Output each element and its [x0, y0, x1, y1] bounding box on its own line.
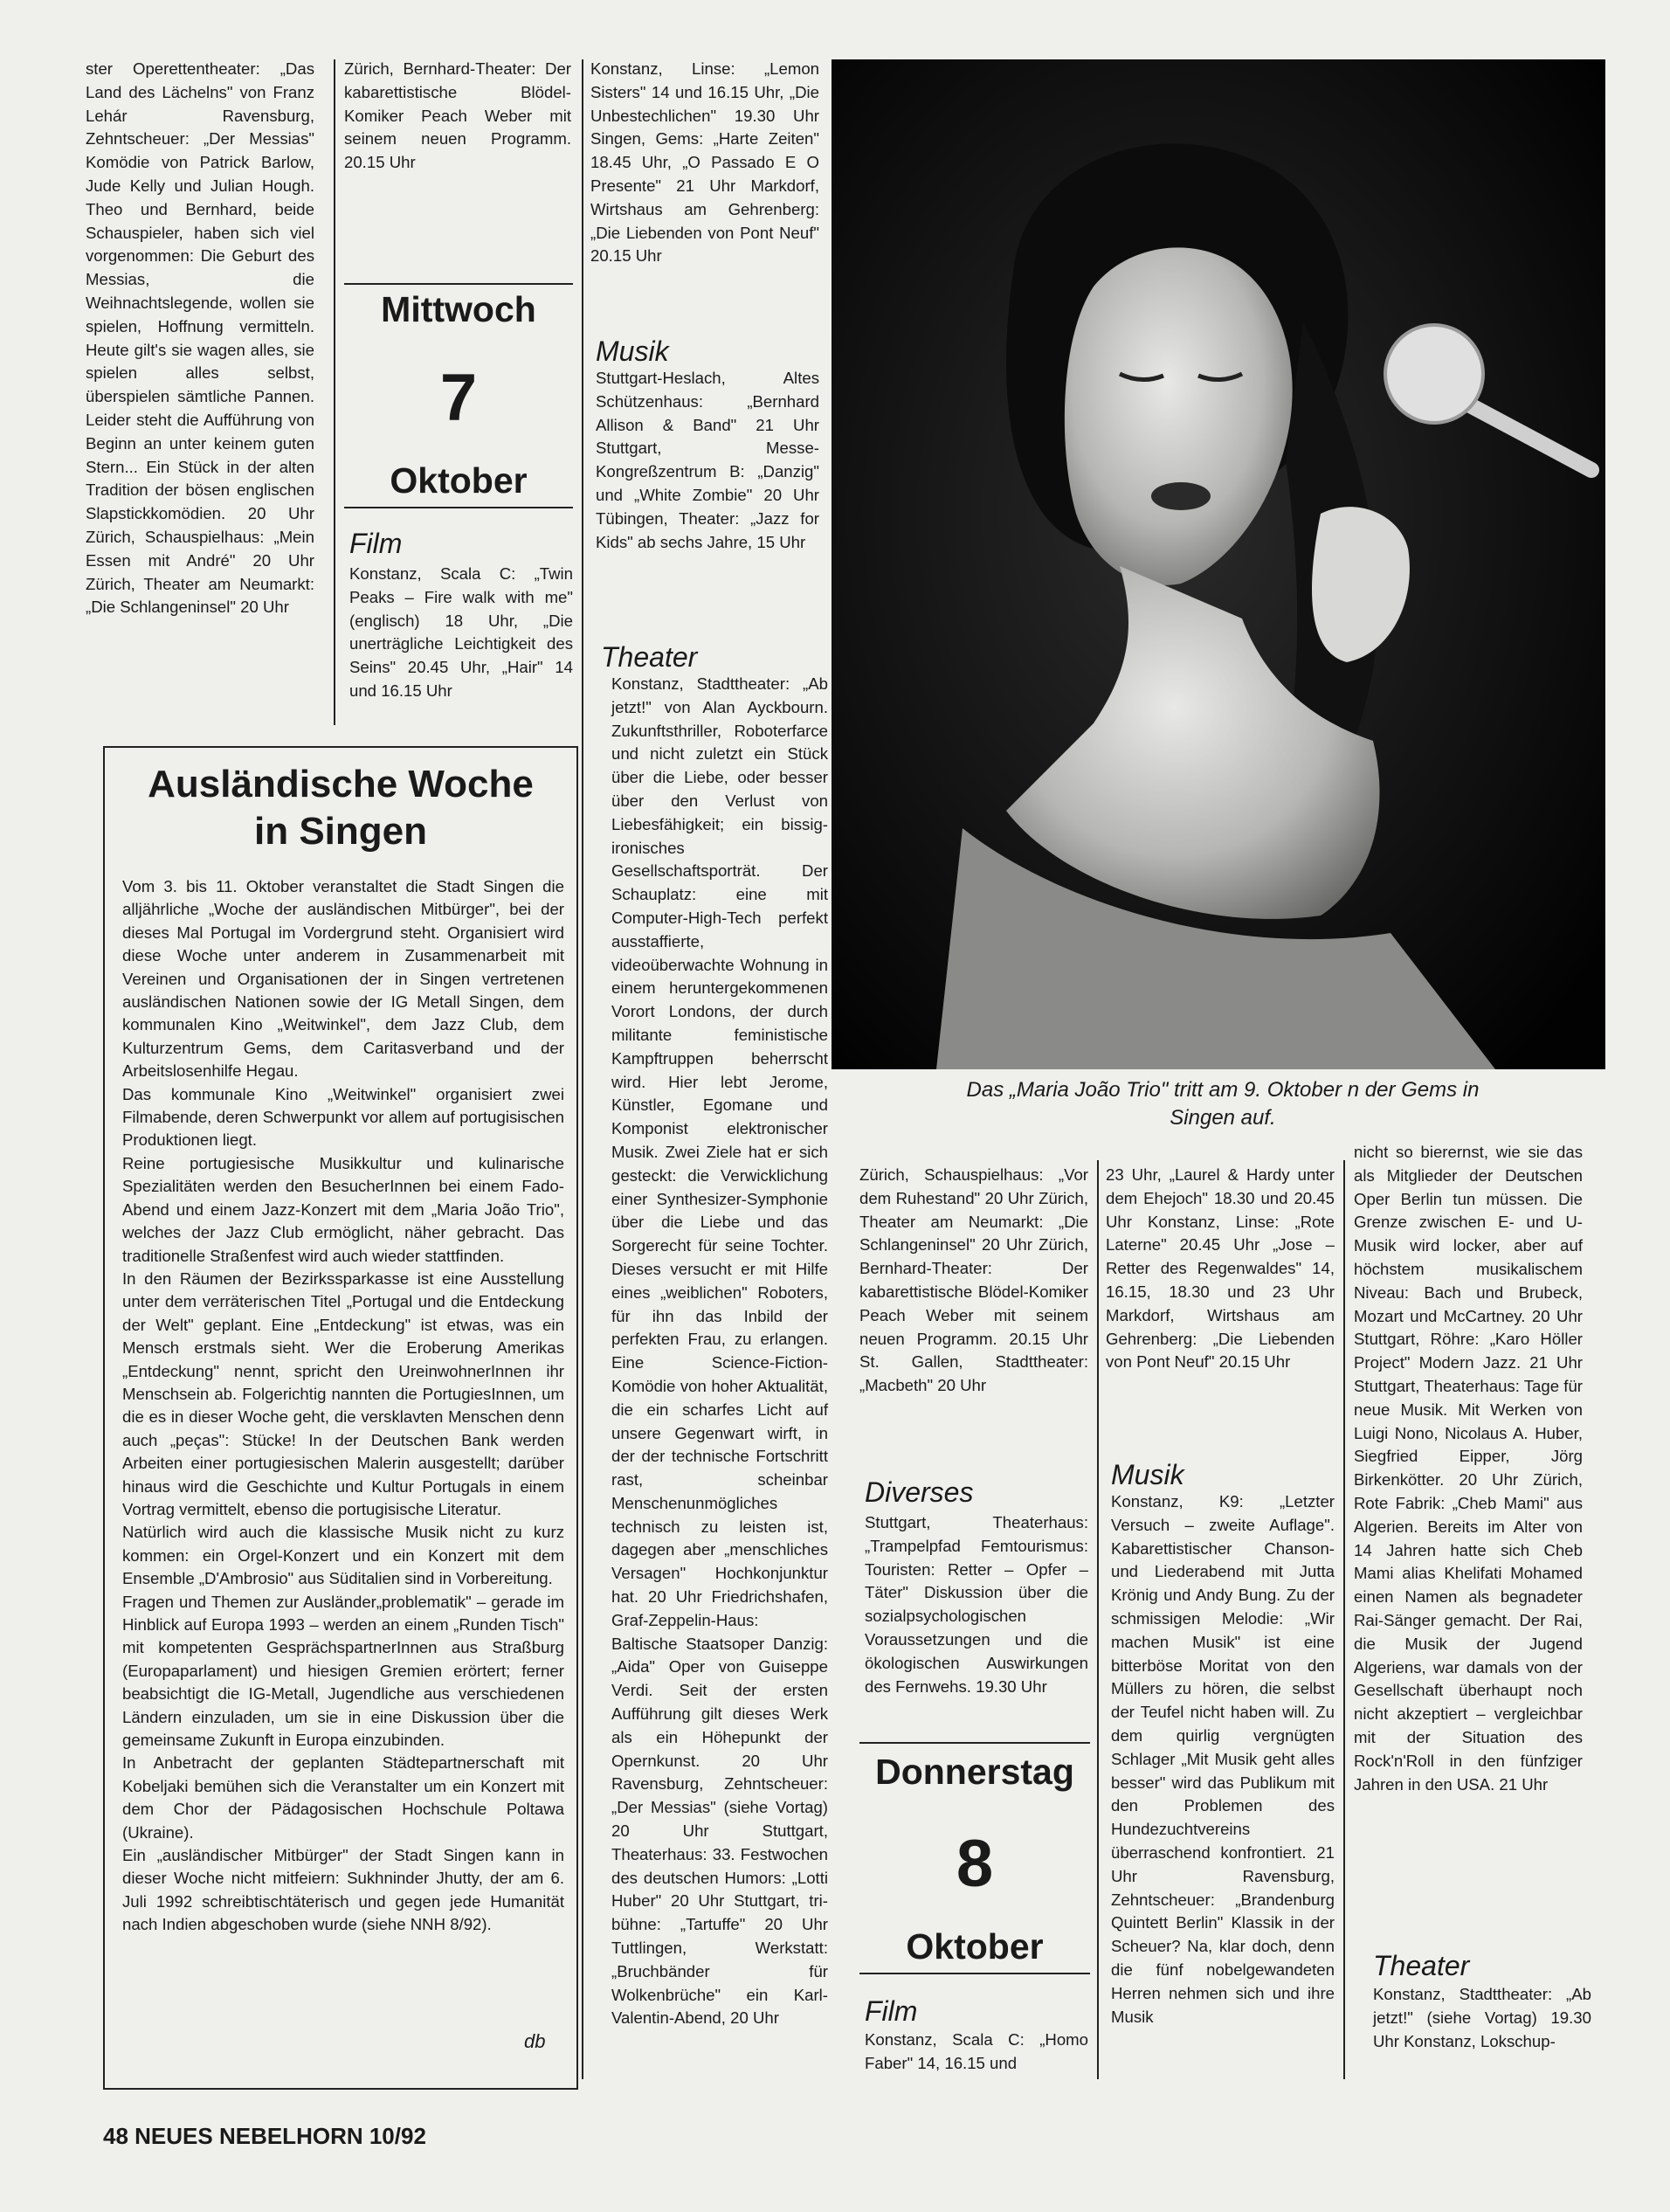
wednesday-day-heading: Mittwoch: [381, 289, 536, 329]
musik-section-heading-thursday: Musik: [1111, 1459, 1184, 1490]
article-paragraph: Das kommunale Kino „Weitwinkel" organisiert zwei Filmabende, deren Schwerpunkt vor allem auf portugisischen Produktionen liegt.: [122, 1084, 564, 1150]
article-signature: db: [524, 2030, 546, 2052]
article-body: [122, 875, 564, 2076]
film-listings-thursday: Konstanz, Scala C: „Homo Faber" 14, 16.15 und: [865, 2030, 1088, 2072]
column-divider: [582, 59, 583, 2079]
film-section-heading: Film: [349, 528, 403, 559]
page-footer: 48 NEUES NEBELHORN 10/92: [103, 2123, 426, 2149]
thursday-month-heading: Oktober: [906, 1926, 1044, 1967]
article-paragraph: Vom 3. bis 11. Oktober veranstaltet die Stadt Singen die alljährliche „Woche der ausländischen Mitbürger", bei der dieses Mal Portugal im Vordergrund steht. Organisiert wird diese Woche unter anderem in Zusammenarbeit mit Vereinen und Organisationen der in Singen vertretenen ausländischen Nationen sowie der IG Metall Singen, dem kommunalen Kino „Weitwinkel", dem Jazz Club, dem Kulturzentrum Gems, dem Caritasverband und der Arbeitslosenhilfe Hegau.: [122, 877, 564, 1081]
singer-illustration: [832, 59, 1605, 1069]
article-paragraph: In den Räumen der Bezirkssparkasse ist eine Ausstellung unter dem verräterischen Titel „Portugal und die Entdeckung der Welt" geplant. Eine „Entdeckung" ist etwas, was ein Mensch erstmals sieht. Wer die Eroberung Amerikas „Entdeckung" nennt, spricht den UreinwohnerInnen ihr Menschsein ab. Folgerichtig nannten die PortugiesInnen, um die es in dieser Woche geht, die versklavten Menschen denn auch „peças": Stücke! In der Deutschen Bank werden Arbeiten einer portugiesischen Malerin ausgestellt; darüber hinaus wird die Geschichte und Kultur Portugals in einem Vortrag vermittelt, ebenso die portugisische Literatur.: [122, 1268, 564, 1518]
thursday-top-rule: [859, 1742, 1090, 1744]
diverses-section-heading: Diverses: [865, 1476, 974, 1508]
photo-caption: Das „Maria João Trio" tritt am 9. Oktober n der Gems in Singen auf.: [966, 1078, 1480, 1130]
thursday-day-heading: Donnerstag: [875, 1752, 1074, 1792]
wednesday-top-rule: [344, 283, 573, 285]
musik-section-heading: Musik: [596, 335, 669, 367]
article-paragraph: Ein „ausländischer Mitbürger" der Stadt Singen kann in dieser Woche nicht mitfeiern: Sukhninder Jhutty, der am 6. Juli 1992 schreibtischtäterisch und gegen jede Humanität nach Indien abgeschoben wurde (siehe NNH 8/92).: [122, 1846, 564, 1934]
musik-listings-thursday: Konstanz, K9: „Letzter Versuch – zweite Auflage". Kabarettistischer Chanson- und Liederabend mit Jutta Krönig und Andy Bung. Zu der schmissigen Melodie: „Wir machen Musik" ist eine bitterböse Moritat von den Müllers zu hören, die selbst der Teufel nicht haben will. Zu dem quirlig vergnügten Schlager „Mit Musik geht alles besser" wird das Publikum mit den Problemen des Hundezuchtvereins überraschend konfrontiert. 21 Uhr Ravensburg, Zehntscheuer: „Brandenburg Quintett Berlin" Klassik in der Scheuer? Na, klar doch, denn die fünf nobelgewandeten Herren nehmen sich und ihre Musik: [1111, 1492, 1335, 2026]
diverses-listings: Stuttgart, Theaterhaus: „Trampelpfad Femtourismus: Touristen: Retter – Opfer – Täter" Diskussion über die sozialpsychologischen Voraussetzungen und die ökologischen Auswirkungen des Fernwehs. 19.30 Uhr: [865, 1513, 1088, 1696]
wednesday-date-number: 7: [439, 361, 478, 435]
article-paragraph: In Anbetracht der geplanten Städtepartnerschaft mit Kobeljaki bemühen sich die Veranstalter um ein Konzert mit dem Chor der Pädagosischen Hochschule Poltawa (Ukraine).: [122, 1753, 564, 1842]
musik-listings: Stuttgart-Heslach, Altes Schützenhaus: „Bernhard Allison & Band" 21 Uhr Stuttgart, Messe-Kongreßzentrum B: „Danzig" und „White Zombie" 20 Uhr Tübingen, Theater: „Jazz for Kids" ab sechs Jahre, 15 Uhr: [596, 369, 819, 551]
theater-listings-thursday: Konstanz, Stadttheater: „Ab jetzt!" (siehe Vortag) 19.30 Uhr Konstanz, Lokschup-: [1373, 1985, 1591, 2050]
article-paragraph: Natürlich wird auch die klassische Musik nicht zu kurz kommen: ein Orgel-Konzert und ein Konzert mit dem Ensemble „D'Ambrosio" aus Süditalien sind in Vorbereitung.: [122, 1523, 564, 1588]
article-paragraph: Reine portugiesische Musikkultur und kulinarische Spezialitäten werden den BesucherInnen bei einem Fado-Abend und einem Jazz-Konzert mit dem „Maria João Trio", welches der Jazz Club ermöglicht, näher gebracht. Das traditionelle Straßenfest wird auch wieder stattfinden.: [122, 1153, 564, 1265]
column-3-film-listings: Konstanz, Linse: „Lemon Sisters" 14 und 16.15 Uhr, „Die Unbestechlichen" 19.30 Uhr Singen, Gems: „Harte Zeiten" 18.45 Uhr, „O Passado E O Presente" 21 Uhr Markdorf, Wirtshaus am Gehrenberg: „Die Liebenden von Pont Neuf" 20.15 Uhr: [590, 59, 819, 266]
thursday-date-number: 8: [956, 1827, 994, 1901]
column-1-listings: ster Operettentheater: „Das Land des Lächelns" von Franz Lehár Ravensburg, Zehntscheuer: „Der Messias" Komödie von Patrick Barlow, Jude Kelly und Julian Hough. Theo und Bernhard, beide Schauspieler, haben sich viel vorgenommen: Die Geburt des Messias, die Weihnachtslegende, wollen sie spielen, Hoffnung vermitteln. Heute gilt's sie wagen alles, sie spielen alles selbst, überspielen sämtliche Pannen. Leider steht die Aufführung von Beginn an unter keinem guten Stern... Ein Stück in der alten Tradition der bösen englischen Slapstickkomödien. 20 Uhr Zürich, Schauspielhaus: „Mein Essen mit André" 20 Uhr Zürich, Theater am Neumarkt: „Die Schlangeninsel" 20 Uhr: [86, 59, 314, 617]
article-title-line-2: in Singen: [254, 810, 427, 853]
wednesday-bottom-rule: [344, 507, 573, 508]
column-divider: [1097, 1160, 1099, 2079]
column-5-listings: 23 Uhr, „Laurel & Hardy unter dem Ehejoch" 18.30 und 20.45 Uhr Konstanz, Linse: „Rote Laterne" 20.45 Uhr „Jose – Retter des Regenwaldes" 14, 16.15, 18.30 und 23 Uhr Markdorf, Wirtshaus am Gehrenberg: „Die Liebenden von Pont Neuf" 20.15 Uhr: [1106, 1165, 1335, 1372]
concert-photo: [832, 59, 1605, 1069]
wednesday-month-heading: Oktober: [390, 460, 528, 501]
article-title-line-1: Ausländische Woche: [148, 763, 534, 805]
column-divider: [1343, 1160, 1345, 2079]
thursday-bottom-rule: [859, 1973, 1090, 1974]
theater-listings: Konstanz, Stadttheater: „Ab jetzt!" von Alan Ayckbourn. Zukunftsthriller, Roboterfarce und nicht zuletzt ein Stück über die Liebe, oder besser über den Verlust von Liebesfähigkeit; ein bissig-ironisches Gesellschaftsporträt. Der Schauplatz: eine mit Computer-High-Tech perfekt ausstaffierte, videoüberwachte Wohnung in einem heruntergekommenen Vorort Londons, der durch militante feministische Kampftruppen beherrscht wird. Hier lebt Jerome, Künstler, Egomane und Komponist elektronischer Musik. Zwei Ziele hat er sich gesteckt: die Verwicklichung einer Synthesizer-Symphonie über die Liebe und das Sorgerecht für seine Tochter. Dieses versucht er mit Hilfe eines „weiblichen" Roboters, für ihn das Inbild der perfekten Frau, zu erlangen. Eine Science-Fiction-Komödie von hoher Aktualität, die ein scharfes Licht auf unsere Gegenwart wirft, in der der technische Fortschritt rast, scheinbar Menschenunmögliches technisch zu leisten ist, dagegen aber „menschliches Versagen" Hochkonjunktur hat. 20 Uhr Friedrichshafen, Graf-Zeppelin-Haus: Baltische Staatsoper Danzig: „Aida" Oper von Guiseppe Verdi. Seit der ersten Aufführung gilt dieses Werk als ein Höhepunkt der Opernkunst. 20 Uhr Ravensburg, Zehntscheuer: „Der Messias" (siehe Vortag) 20 Uhr Stuttgart, Theaterhaus: 33. Festwochen des deutschen Humors: „Lotti Huber" 20 Uhr Stuttgart, tri-bühne: „Tartuffe" 20 Uhr Tuttlingen, Werkstatt: „Bruchbänder für Wolkenbrüche" ein Karl-Valentin-Abend, 20 Uhr: [611, 674, 828, 2028]
column-2-top-listing: Zürich, Bernhard-Theater: Der kabarettistische Blödel-Komiker Peach Weber mit seinem neuen Programm. 20.15 Uhr: [344, 59, 571, 172]
article-paragraph: Fragen und Themen zur Ausländer„problematik" – gerade im Hinblick auf Europa 1993 – werden an einem „Runden Tisch" mit kompetenten GesprächspartnerInnen aus Straßburg (Europaparlament) und hiesigen Gremien erörtert; ferner beabsichtigt die IG-Metall, Jugendliche aus verschiedenen Ländern einzuladen, um sie in eine Diskussion über die gemeinsame Zukunft in Europa einzubinden.: [122, 1592, 564, 1750]
column-divider: [334, 59, 335, 725]
column-6-listings: nicht so bierernst, wie sie das als Mitglieder der Deutschen Oper Berlin tun müssen. Die Grenze zwischen E- und U-Musik wird locker, aber auf höchstem musikalischem Niveau: Bach und Brubeck, Mozart und McCartney. 20 Uhr Stuttgart, Röhre: „Karo Höller Project" Modern Jazz. 21 Uhr Stuttgart, Theaterhaus: Tage für neue Musik. Mit Werken von Luigi Nono, Nicolaus A. Huber, Siegfried Eipper, Jörg Birkenkötter. 20 Uhr Zürich, Rote Fabrik: „Cheb Mami" aus Algerien. Bereits im Alter von 14 Jahren hatte sich Cheb Mami alias Khelifati Mohamed einen Namen als begnadeter Rai-Sänger gemacht. Der Rai, die Musik der Jugend Algeriens, war damals von der Gesellschaft überhaupt noch nicht akzeptiert – vergleichbar mit der Situation des Rock'n'Roll in den fünfziger Jahren in den USA. 21 Uhr: [1354, 1143, 1583, 1794]
column-4-listings: Zürich, Schauspielhaus: „Vor dem Ruhestand" 20 Uhr Zürich, Theater am Neumarkt: „Die Schlangeninsel" 20 Uhr Zürich, Bernhard-Theater: Der kabarettistische Blödel-Komiker Peach Weber mit seinem neuen Programm. 20.15 Uhr St. Gallen, Stadttheater: „Macbeth" 20 Uhr: [859, 1165, 1088, 1395]
theater-section-heading-thursday: Theater: [1373, 1950, 1470, 1981]
film-listings: Konstanz, Scala C: „Twin Peaks – Fire walk with me" (englisch) 18 Uhr, „Die unerträgliche Leichtigkeit des Seins" 20.45 Uhr, „Hair" 14 und 16.15 Uhr: [349, 564, 573, 700]
film-section-heading-thursday: Film: [865, 1995, 918, 2027]
theater-section-heading: Theater: [601, 641, 698, 673]
